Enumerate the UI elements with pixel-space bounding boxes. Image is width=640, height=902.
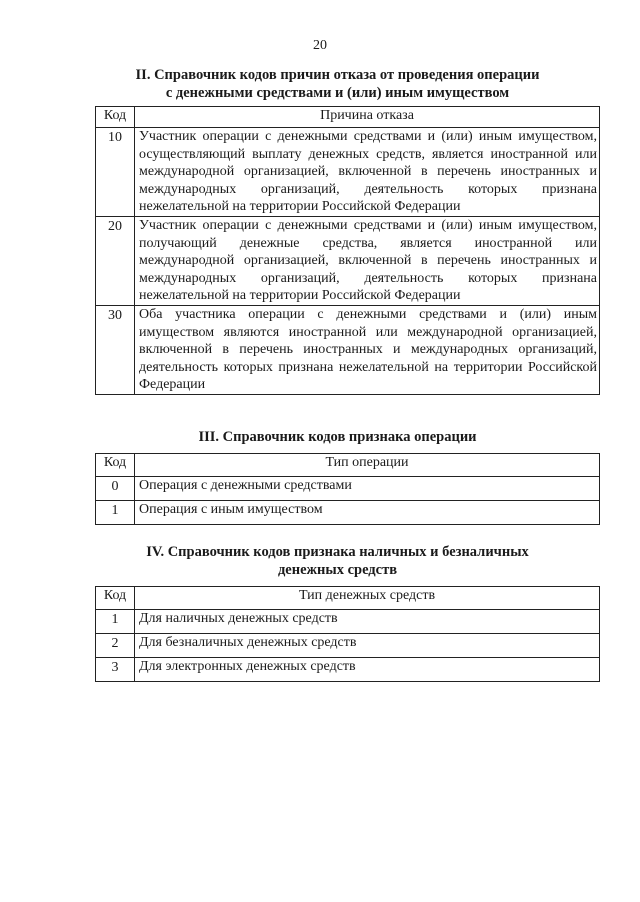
section-iv-title-line2: денежных средств [277, 562, 398, 578]
table-header-row [96, 587, 600, 610]
row-reason: Участник операции с денежными средствами и (или) иным имуществом, осуществляющий выплату денежных средств, является иностранной или международной организацией, включенной в перечень иностранных и международных организаций, деятельность которых признана нежелательной на территории Российской Федерации [135, 128, 600, 217]
table-header-row [96, 454, 600, 477]
row-type: Для безналичных денежных средств [135, 634, 600, 658]
table-row [96, 306, 600, 395]
row-code: 30 [96, 306, 135, 395]
row-code: 0 [96, 477, 135, 501]
table-row [96, 217, 600, 306]
table-row [96, 128, 600, 217]
table-row [96, 477, 600, 501]
header-code: Код [96, 454, 135, 477]
row-code: 10 [96, 128, 135, 217]
header-reason: Причина отказа [135, 107, 600, 128]
header-code: Код [96, 587, 135, 610]
row-reason: Оба участника операции с денежными средствами и (или) иным имуществом являются иностранной или международной организацией, включенной в перечень иностранных и международных организаций, деятельность которых признана нежелательной на территории Российской Федерации [135, 306, 600, 395]
row-code: 1 [96, 610, 135, 634]
header-type: Тип денежных средств [135, 587, 600, 610]
row-type: Операция с денежными средствами [135, 477, 600, 501]
row-type: Для электронных денежных средств [135, 658, 600, 682]
row-type: Для наличных денежных средств [135, 610, 600, 634]
refusal-reasons-table [95, 106, 600, 395]
row-code: 20 [96, 217, 135, 306]
section-iii-title-line: III. Справочник кодов признака операции [198, 429, 477, 445]
header-type: Тип операции [135, 454, 600, 477]
cash-type-table [95, 586, 600, 682]
row-code: 2 [96, 634, 135, 658]
page-number: 20 [313, 38, 327, 53]
row-code: 3 [96, 658, 135, 682]
row-code: 1 [96, 501, 135, 525]
section-iv-title [60, 543, 615, 579]
section-ii-title [60, 66, 615, 102]
section-ii-title-line1: II. Справочник кодов причин отказа от проведения операции [135, 67, 540, 83]
section-iv-title-line1: IV. Справочник кодов признака наличных и безналичных [146, 544, 529, 560]
header-code: Код [96, 107, 135, 128]
table-row [96, 610, 600, 634]
table-row [96, 634, 600, 658]
table-row [96, 501, 600, 525]
row-reason: Участник операции с денежными средствами и (или) иным имуществом, получающий денежные средства, является иностранной или международной организацией, включенной в перечень иностранных и международных организаций, деятельность которых признана нежелательной на территории Российской Федерации [135, 217, 600, 306]
table-row [96, 658, 600, 682]
table-header-row [96, 107, 600, 128]
row-type: Операция с иным имуществом [135, 501, 600, 525]
section-iii-title [60, 428, 615, 446]
operation-type-table [95, 453, 600, 525]
section-ii-title-line2: с денежными средствами и (или) иным имуществом [165, 85, 510, 101]
